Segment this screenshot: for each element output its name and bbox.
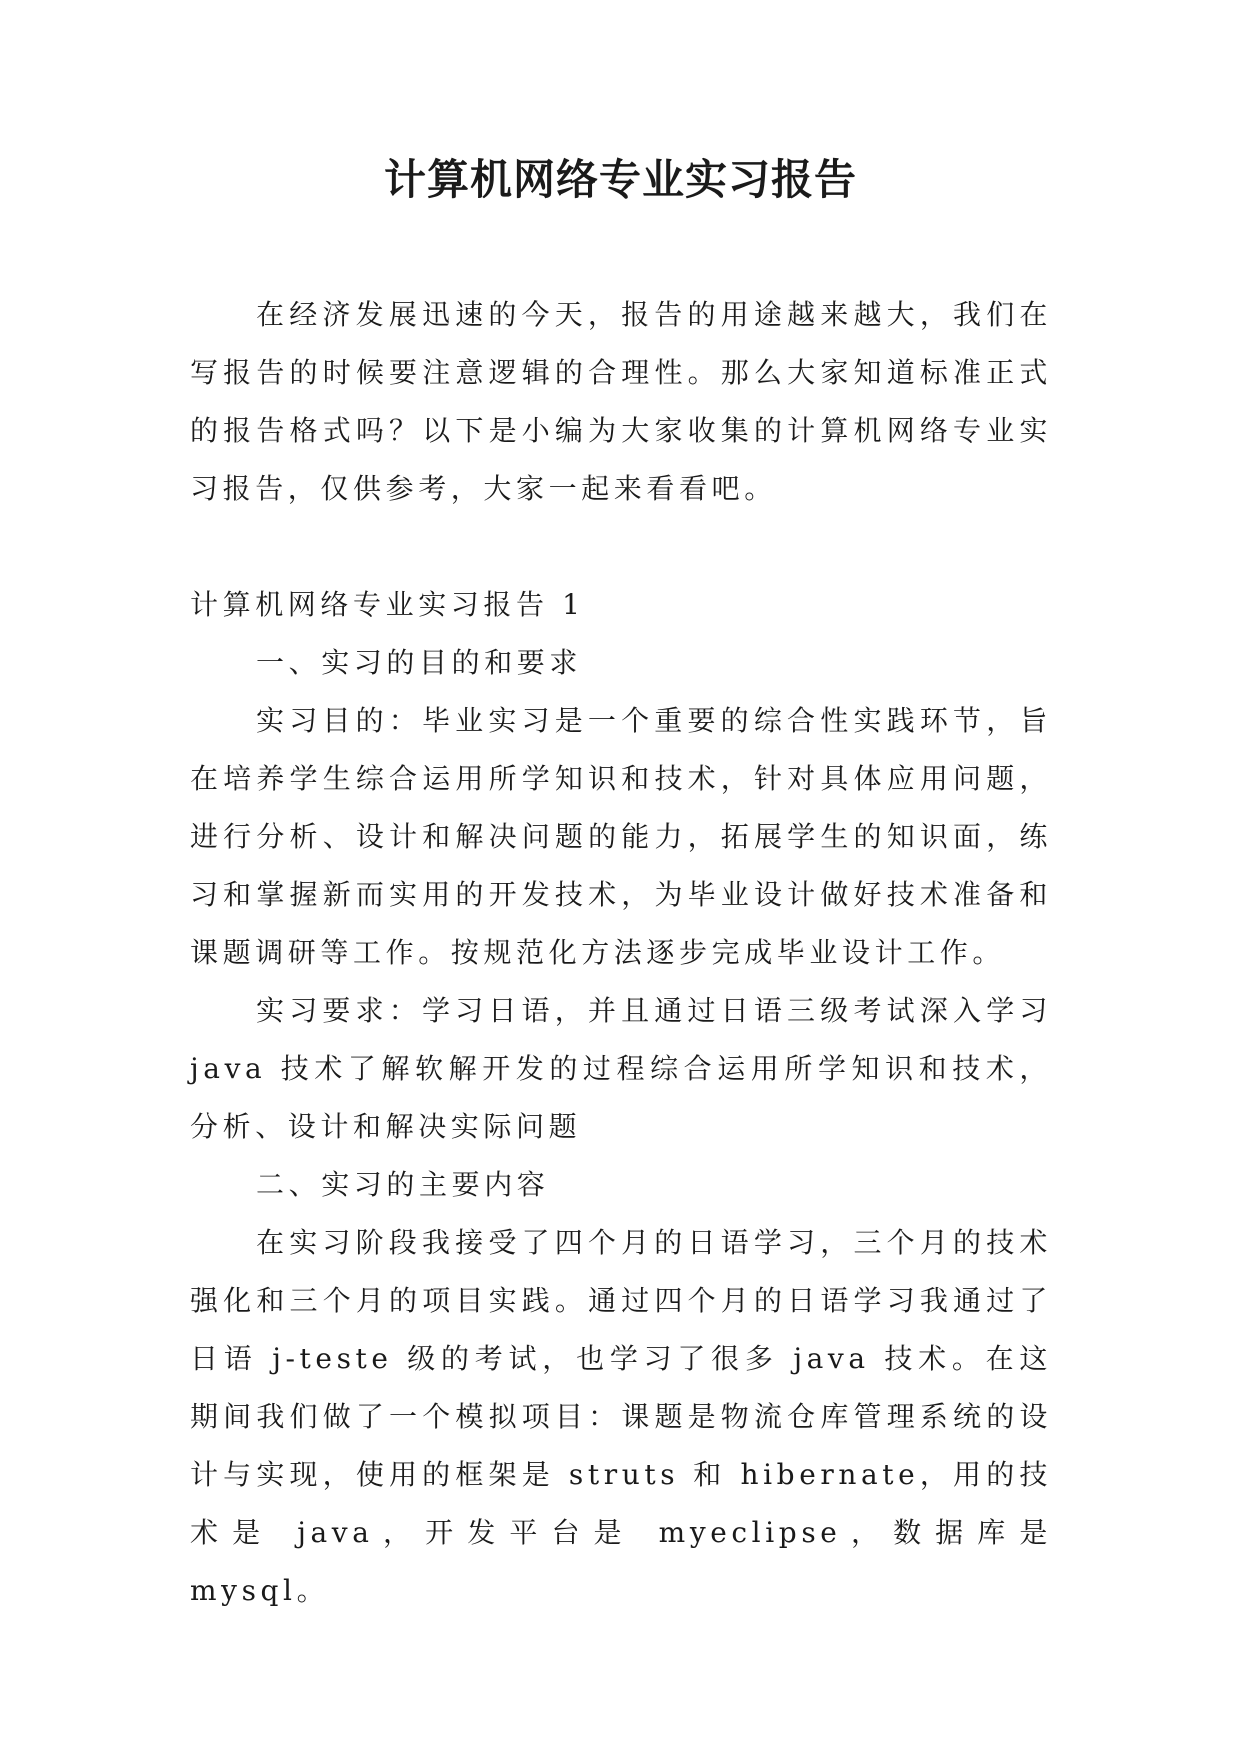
- document-body: [190, 286, 1052, 1620]
- document-title: 计算机网络专业实习报告: [383, 155, 857, 204]
- content-paragraph: 在实习阶段我接受了四个月的日语学习，三个月的技术强化和三个月的项目实践。通过四个月的日语学习我通过了日语 j-teste 级的考试，也学习了很多 java 技术。在这期间我们做了一个模拟项目：课题是物流仓库管理系统的设计与实现，使用的框架是 struts 和 hibernate，用的技术是 java，开发平台是 myeclipse，数据库是 mysql。: [190, 1226, 1052, 1607]
- purpose-paragraph: 实习目的：毕业实习是一个重要的综合性实践环节，旨在培养学生综合运用所学知识和技术，针对具体应用问题，进行分析、设计和解决问题的能力，拓展学生的知识面，练习和掌握新而实用的开发技术，为毕业设计做好技术准备和课题调研等工作。按规范化方法逐步完成毕业设计工作。: [190, 704, 1052, 969]
- heading-main-content: 二、实习的主要内容: [256, 1168, 550, 1201]
- section-title: 计算机网络专业实习报告 1: [190, 588, 585, 621]
- heading-purpose-and-requirements: 一、实习的目的和要求: [256, 646, 583, 679]
- intro-paragraph: 在经济发展迅速的今天，报告的用途越来越大，我们在写报告的时候要注意逻辑的合理性。那么大家知道标准正式的报告格式吗？以下是小编为大家收集的计算机网络专业实习报告，仅供参考，大家一起来看看吧。: [190, 298, 1052, 505]
- paragraph-spacer: [190, 518, 1052, 576]
- requirement-paragraph: 实习要求：学习日语，并且通过日语三级考试深入学习 java 技术了解软解开发的过程综合运用所学知识和技术，分析、设计和解决实际问题: [190, 994, 1052, 1143]
